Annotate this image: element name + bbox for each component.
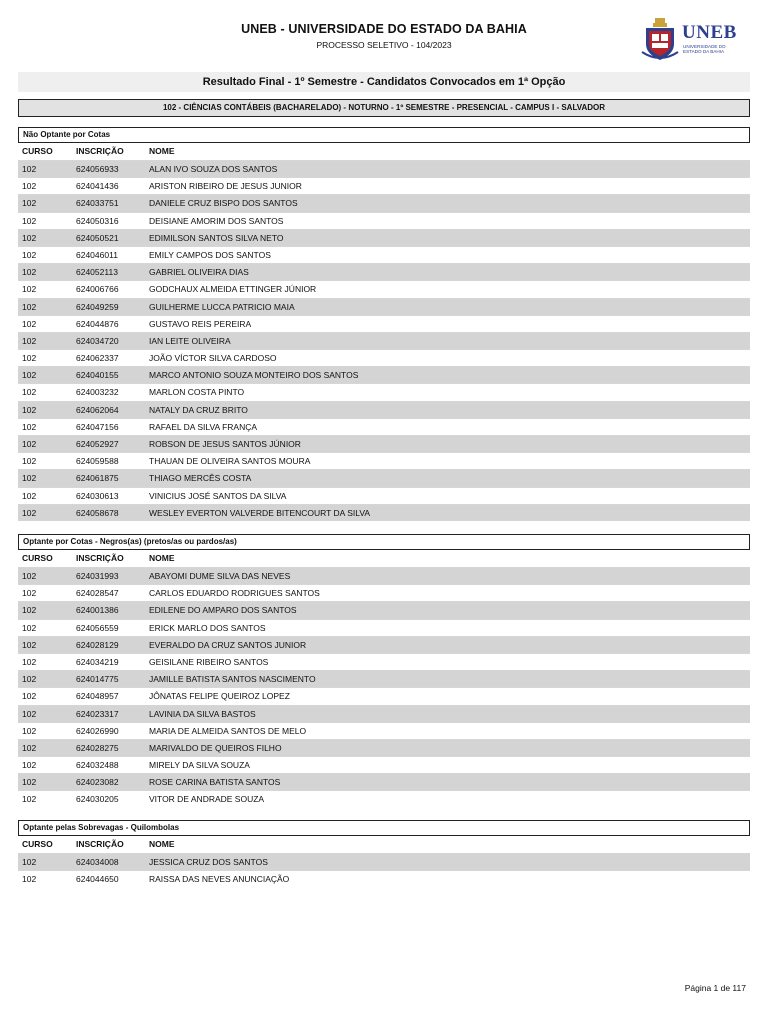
table-row [18, 349, 750, 366]
column-header-inscricao: INSCRIÇÃO [76, 553, 124, 563]
course-cell: 102 [22, 284, 37, 295]
name-cell: VINICIUS JOSÉ SANTOS DA SILVA [149, 490, 287, 501]
table-row [18, 584, 750, 601]
name-cell: GODCHAUX ALMEIDA ETTINGER JÚNIOR [149, 284, 317, 295]
registration-cell: 624032488 [76, 760, 119, 771]
course-cell: 102 [22, 473, 37, 484]
course-cell: 102 [22, 232, 37, 243]
candidate-group [18, 820, 750, 887]
table-row [18, 332, 750, 349]
registration-cell: 624050521 [76, 232, 119, 243]
name-cell: EDIMILSON SANTOS SILVA NETO [149, 232, 284, 243]
table-row [18, 722, 750, 739]
course-cell: 102 [22, 318, 37, 329]
registration-cell: 624044650 [76, 874, 119, 885]
course-cell: 102 [22, 674, 37, 685]
name-cell: WESLEY EVERTON VALVERDE BITENCOURT DA SILVA [149, 507, 371, 518]
registration-cell: 624056559 [76, 622, 119, 633]
course-cell: 102 [22, 708, 37, 719]
name-cell: EVERALDO DA CRUZ SANTOS JUNIOR [149, 639, 307, 650]
name-cell: DANIELE CRUZ BISPO DOS SANTOS [149, 198, 298, 209]
table-row [18, 487, 750, 504]
table-row [18, 567, 750, 584]
course-cell: 102 [22, 198, 37, 209]
name-cell: DEISIANE AMORIM DOS SANTOS [149, 215, 284, 226]
name-cell: EMILY CAMPOS DOS SANTOS [149, 249, 271, 260]
table-row [18, 383, 750, 400]
registration-cell: 624059588 [76, 456, 119, 467]
table-row [18, 418, 750, 435]
course-cell: 102 [22, 181, 37, 192]
table-row [18, 756, 750, 773]
course-cell: 102 [22, 760, 37, 771]
course-cell: 102 [22, 387, 37, 398]
table-row [18, 229, 750, 246]
logo-subtitle: UNIVERSIDADE DO ESTADO DA BAHIA [683, 44, 726, 54]
name-cell: ROBSON DE JESUS SANTOS JÚNIOR [149, 439, 301, 449]
table-row [18, 636, 750, 653]
course-cell: 102 [22, 353, 37, 364]
name-cell: GUILHERME LUCCA PATRICIO MAIA [149, 301, 295, 312]
registration-cell: 624050316 [76, 215, 119, 226]
name-cell: GEISILANE RIBEIRO SANTOS [149, 656, 269, 667]
registration-cell: 624061875 [76, 473, 119, 484]
course-cell: 102 [22, 215, 37, 226]
course-cell: 102 [22, 605, 37, 616]
registration-cell: 624048957 [76, 691, 119, 702]
table-row [18, 401, 750, 418]
table-row [18, 435, 750, 452]
registration-cell: 624056933 [76, 164, 119, 174]
column-header-row [18, 836, 750, 853]
page-title: Resultado Final - 1º Semestre - Candidatos Convocados em 1ª Opção [18, 72, 750, 92]
name-cell: ALAN IVO SOUZA DOS SANTOS [149, 164, 278, 174]
registration-cell: 624028129 [76, 639, 119, 650]
name-cell: JÔNATAS FELIPE QUEIROZ LOPEZ [149, 691, 290, 702]
registration-cell: 624023317 [76, 708, 119, 719]
table-row [18, 619, 750, 636]
course-cell: 102 [22, 370, 37, 381]
course-cell: 102 [22, 335, 37, 346]
table-row [18, 452, 750, 469]
name-cell: MIRELY DA SILVA SOUZA [149, 760, 250, 771]
registration-cell: 624033751 [76, 198, 119, 209]
registration-cell: 624028275 [76, 742, 119, 753]
table-row [18, 263, 750, 280]
table-row [18, 653, 750, 670]
column-header-nome: NOME [149, 146, 175, 156]
course-cell: 102 [22, 164, 37, 174]
table-row [18, 212, 750, 229]
course-cell: 102 [22, 439, 37, 449]
column-header-nome: NOME [149, 839, 175, 849]
name-cell: MARIA DE ALMEIDA SANTOS DE MELO [149, 725, 307, 736]
registration-cell: 624030205 [76, 794, 119, 805]
name-cell: ERICK MARLO DOS SANTOS [149, 622, 266, 633]
name-cell: MARLON COSTA PINTO [149, 387, 245, 398]
registration-cell: 624006766 [76, 284, 119, 295]
course-cell: 102 [22, 857, 37, 867]
name-cell: THIAGO MERCÊS COSTA [149, 473, 252, 484]
group-title: Optante pelas Sobrevagas - Quilombolas [18, 820, 750, 836]
column-header-row [18, 143, 750, 160]
course-cell: 102 [22, 588, 37, 599]
registration-cell: 624030613 [76, 490, 119, 501]
name-cell: JOÃO VÍCTOR SILVA CARDOSO [149, 353, 277, 364]
course-cell: 102 [22, 874, 37, 885]
name-cell: JESSICA CRUZ DOS SANTOS [149, 857, 268, 867]
name-cell: VITOR DE ANDRADE SOUZA [149, 794, 265, 805]
column-header-inscricao: INSCRIÇÃO [76, 146, 124, 156]
table-row [18, 870, 750, 887]
registration-cell: 624062337 [76, 353, 119, 364]
table-row [18, 790, 750, 807]
page-number: Página 1 de 117 [684, 983, 746, 993]
course-cell: 102 [22, 421, 37, 432]
registration-cell: 624031993 [76, 571, 119, 581]
course-cell: 102 [22, 794, 37, 805]
table-row [18, 194, 750, 211]
table-row [18, 670, 750, 687]
course-cell: 102 [22, 571, 37, 581]
registration-cell: 624034008 [76, 857, 119, 867]
course-cell: 102 [22, 656, 37, 667]
name-cell: THAUAN DE OLIVEIRA SANTOS MOURA [149, 456, 311, 467]
course-cell: 102 [22, 742, 37, 753]
registration-cell: 624026990 [76, 725, 119, 736]
course-cell: 102 [22, 490, 37, 501]
table-row [18, 601, 750, 618]
course-cell: 102 [22, 301, 37, 312]
registration-cell: 624034720 [76, 335, 119, 346]
course-cell: 102 [22, 622, 37, 633]
course-cell: 102 [22, 404, 37, 415]
process-number: PROCESSO SELETIVO - 104/2023 [316, 40, 452, 50]
name-cell: GUSTAVO REIS PEREIRA [149, 318, 252, 329]
name-cell: IAN LEITE OLIVEIRA [149, 335, 231, 346]
table-row [18, 315, 750, 332]
name-cell: GABRIEL OLIVEIRA DIAS [149, 267, 249, 278]
registration-cell: 624014775 [76, 674, 119, 685]
course-header: 102 - CIÊNCIAS CONTÁBEIS (BACHARELADO) - NOTURNO - 1º SEMESTRE - PRESENCIAL - CAMPUS I - SALVADOR [18, 99, 750, 117]
table-row [18, 177, 750, 194]
table-row [18, 739, 750, 756]
registration-cell: 624044876 [76, 318, 119, 329]
registration-cell: 624028547 [76, 588, 119, 599]
table-row [18, 705, 750, 722]
column-header-row [18, 550, 750, 567]
registration-cell: 624023082 [76, 777, 119, 788]
table-row [18, 773, 750, 790]
registration-cell: 624052113 [76, 267, 118, 278]
table-row [18, 280, 750, 297]
name-cell: CARLOS EDUARDO RODRIGUES SANTOS [149, 588, 320, 599]
registration-cell: 624034219 [76, 656, 119, 667]
name-cell: ARISTON RIBEIRO DE JESUS JUNIOR [149, 181, 302, 192]
uneb-logo [640, 18, 740, 62]
registration-cell: 624062064 [76, 404, 119, 415]
registration-cell: 624046011 [76, 249, 118, 260]
course-cell: 102 [22, 725, 37, 736]
column-header-curso: CURSO [22, 146, 53, 156]
registration-cell: 624041436 [76, 181, 119, 192]
table-row [18, 469, 750, 486]
candidate-group [18, 127, 750, 521]
document-header [0, 0, 768, 72]
course-cell: 102 [22, 249, 37, 260]
name-cell: EDILENE DO AMPARO DOS SANTOS [149, 605, 297, 616]
registration-cell: 624058678 [76, 507, 119, 518]
table-row [18, 160, 750, 177]
institution-name: UNEB - UNIVERSIDADE DO ESTADO DA BAHIA [241, 22, 527, 36]
registration-cell: 624001386 [76, 605, 119, 616]
column-header-curso: CURSO [22, 839, 53, 849]
table-row [18, 504, 750, 521]
logo-wordmark: UNEB [682, 22, 737, 43]
uneb-crest-icon [640, 18, 680, 62]
registration-cell: 624049259 [76, 301, 119, 312]
course-cell: 102 [22, 507, 37, 518]
course-cell: 102 [22, 691, 37, 702]
name-cell: MARIVALDO DE QUEIROS FILHO [149, 742, 282, 753]
table-row [18, 366, 750, 383]
registration-cell: 624040155 [76, 370, 119, 381]
name-cell: MARCO ANTONIO SOUZA MONTEIRO DOS SANTOS [149, 370, 359, 381]
name-cell: NATALY DA CRUZ BRITO [149, 404, 248, 415]
name-cell: RAISSA DAS NEVES ANUNCIAÇÃO [149, 874, 290, 885]
registration-cell: 624047156 [76, 421, 119, 432]
column-header-inscricao: INSCRIÇÃO [76, 839, 124, 849]
course-cell: 102 [22, 456, 37, 467]
name-cell: RAFAEL DA SILVA FRANÇA [149, 421, 258, 432]
column-header-nome: NOME [149, 553, 175, 563]
table-row [18, 246, 750, 263]
name-cell: LAVINIA DA SILVA BASTOS [149, 708, 256, 719]
table-row [18, 853, 750, 870]
name-cell: ABAYOMI DUME SILVA DAS NEVES [149, 571, 291, 581]
column-header-curso: CURSO [22, 553, 53, 563]
name-cell: JAMILLE BATISTA SANTOS NASCIMENTO [149, 674, 316, 685]
course-cell: 102 [22, 639, 37, 650]
name-cell: ROSE CARINA BATISTA SANTOS [149, 777, 281, 788]
candidate-group [18, 534, 750, 808]
registration-cell: 624003232 [76, 387, 119, 398]
course-cell: 102 [22, 267, 37, 278]
table-row [18, 298, 750, 315]
group-title: Não Optante por Cotas [18, 127, 750, 143]
registration-cell: 624052927 [76, 439, 119, 449]
course-cell: 102 [22, 777, 37, 788]
group-title: Optante por Cotas - Negros(as) (pretos/as ou pardos/as) [18, 534, 750, 550]
table-row [18, 687, 750, 704]
